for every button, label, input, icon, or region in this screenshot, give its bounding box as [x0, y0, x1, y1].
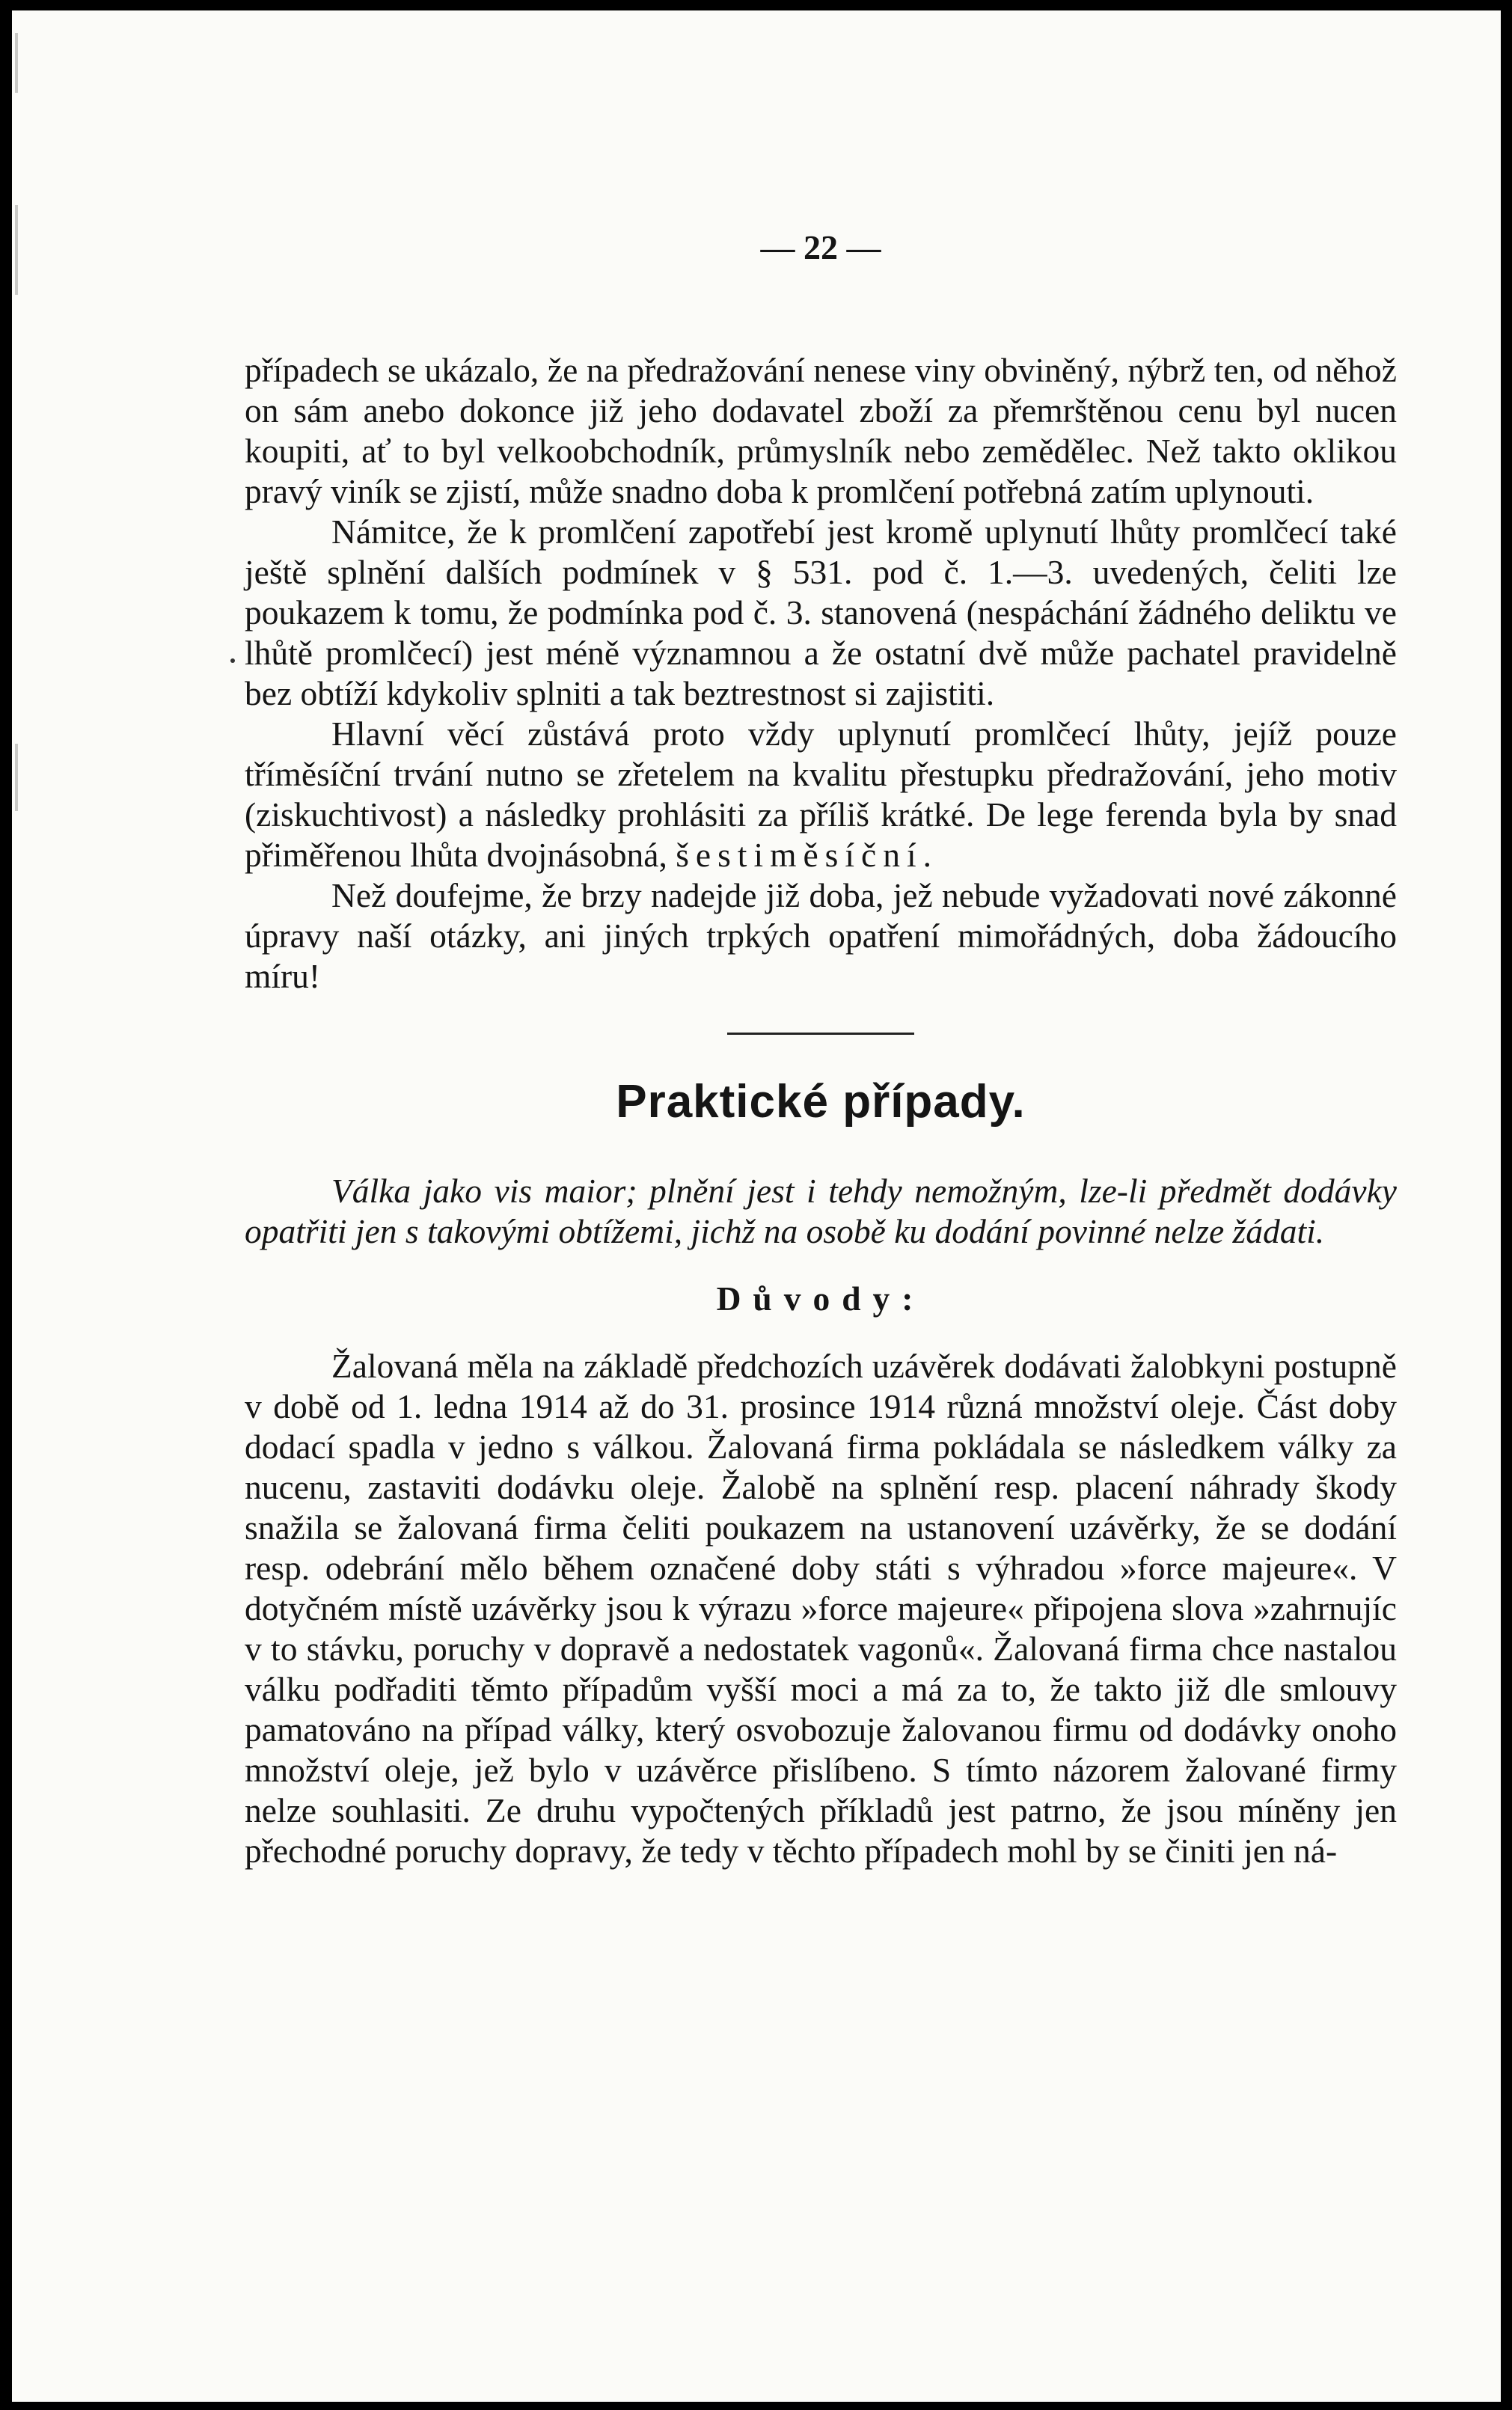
body-paragraph: případech se ukázalo, že na předražování nenese viny obviněný, nýbrž ten, od něhož on sám anebo dokonce již jeho dodavatel zboží za přemrštěnou cenu byl nucen koupiti, ať to byl velkoobchodník, průmyslník nebo zemědělec. Než takto oklikou pravý viník se zjistí, může snadno doba k promlčení potřebná zatím uplynouti. — [245, 351, 1397, 510]
scan-edge-mark — [15, 33, 18, 93]
scan-edge-mark — [15, 205, 18, 295]
case-summary: Válka jako vis maior; plnění jest i tehdy nemožným, lze-li předmět dodávky opatřiti jen s takovými obtížemi, jichž na osobě ku dodání povinné nelze žádati. — [245, 1172, 1397, 1250]
body-paragraph — [245, 714, 1397, 875]
scanned-page — [12, 10, 1501, 2402]
emphasized-term: šestiměsíční. — [676, 836, 938, 874]
section-title: Praktické případy. — [616, 1076, 1026, 1128]
paragraph-text: Hlavní věcí zůstává proto vždy uplynutí promlčecí lhůty, jejíž pouze tříměsíční trvání nutno se zřetelem na kvalitu přestupku předražování, jeho motiv (ziskuchtivost) a následky prohlásiti za příliš krátké. De lege ferenda byla by snad přiměřenou lhůta dvojnásobná, — [245, 715, 1397, 874]
page-number: — 22 — — [760, 228, 881, 266]
page-content — [245, 227, 1397, 1871]
scan-edge-mark — [15, 744, 18, 811]
scan-speck — [230, 658, 235, 663]
reasons-paragraph: Žalovaná měla na základě předchozích uzávěrek dodávati žalobkyni postupně v době od 1. ledna 1914 až do 31. prosince 1914 různá množství oleje. Část doby dodací spadla v jedno s válkou. Žalovaná firma pokládala se následkem války za nucenu, zastaviti dodávku oleje. Žalobě na splnění resp. placení náhrady škody snažila se žalovaná firma čeliti poukazem na ustanovení uzávěrky, že se dodání resp. odebrání mělo během označené doby státi s výhradou »force majeure«. V dotyčném místě uzávěrky jsou k výrazu »force majeure« připojena slova »zahrnujíc v to stávku, poruchy v dopravě a nedostatek vagonů«. Žalovaná firma chce nastalou válku podřaditi těmto případům vyšší moci a má za to, že takto již dle smlouvy pamatováno na případ války, který osvobozuje žalovanou firmu od dodávky onoho množství oleje, jež bylo v uzávěrce přislíbeno. S tímto názorem žalované firmy nelze souhlasiti. Ze druhu vypočtených příkladů jest patrno, že jsou míněny jen přechodné poruchy dopravy, že tedy v těchto případech mohl by se činiti jen ná- — [245, 1347, 1397, 1870]
body-paragraph: Než doufejme, že brzy nadejde již doba, jež nebude vyžadovati nové zákonné úpravy naší otázky, ani jiných trpkých opatření mimořádných, doba žádoucího míru! — [245, 876, 1397, 995]
body-paragraph: Námitce, že k promlčení zapotřebí jest kromě uplynutí lhůty promlčecí také ještě splnění dalších podmínek v § 531. pod č. 1.—3. uvedených, čeliti lze poukazem k tomu, že podmínka pod č. 3. stanovená (nespáchání žádného deliktu ve lhůtě promlčecí) jest méně významnou a že ostatní dvě může pachatel pravidelně bez obtíží kdykoliv splniti a tak beztrestnost si zajistiti. — [245, 513, 1397, 712]
section-divider — [727, 1033, 914, 1035]
reasons-heading: Důvody: — [716, 1279, 925, 1318]
